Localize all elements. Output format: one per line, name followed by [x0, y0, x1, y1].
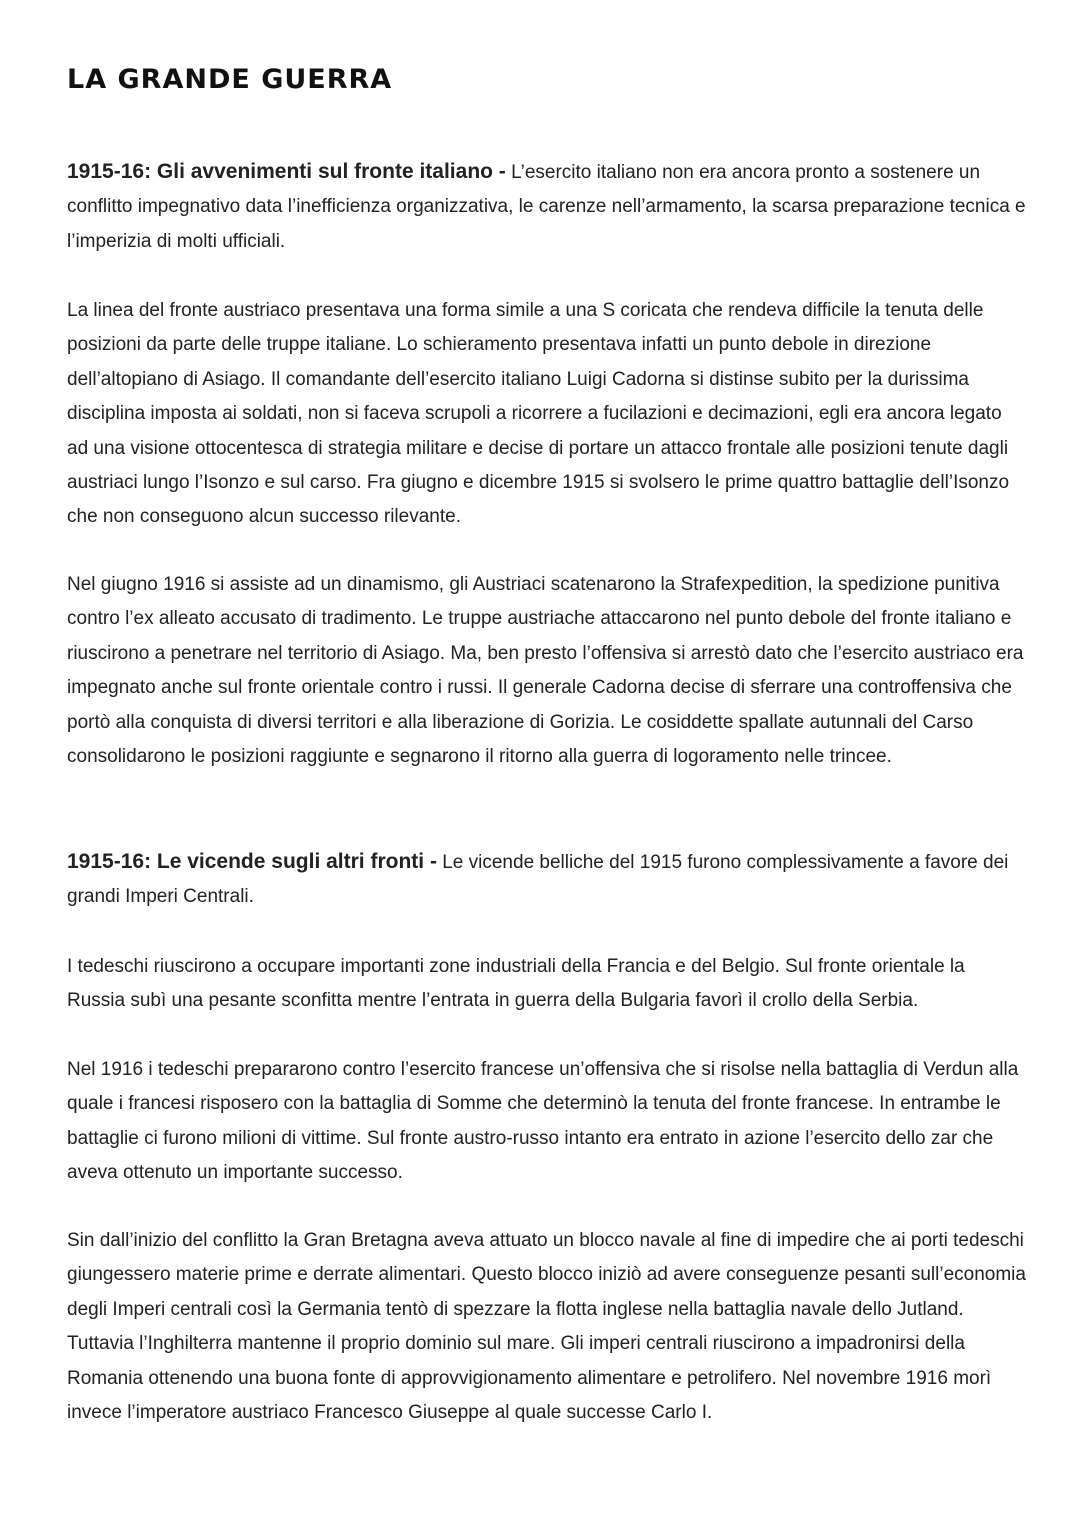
section-1-intro-paragraph: [67, 155, 1027, 259]
section-2-heading: 1915-16: Le vicende sugli altri fronti -: [67, 850, 437, 873]
section-1-paragraph-3: Nel giugno 1916 si assiste ad un dinamismo, gli Austriaci scatenarono la Strafexpedition, la spedizione punitiva contro l’ex alleato accusato di tradimento. Le truppe austriache attaccarono nel punto debole del fronte italiano e riuscirono a penetrare nel territorio di Asiago. Ma, ben presto l’offensiva si arrestò dato che l’esercito austriaco era impegnato anche sul fronte orientale contro i russi. Il generale Cadorna decise di sferrare una controffensiva che portò alla conquista di diversi territori e alla liberazione di Gorizia. Le cosiddette spallate autunnali del Carso consolidarono le posizioni raggiunte e segnarono il ritorno alla guerra di logoramento nelle trincee.: [67, 574, 1024, 768]
section-2-paragraph-4: Sin dall’inizio del conflitto la Gran Bretagna aveva attuato un blocco navale al fine di impedire che ai porti tedeschi giungessero materie prime e derrate alimentari. Questo blocco iniziò ad avere conseguenze pesanti sull’economia degli Imperi centrali così la Germania tentò di spezzare la flotta inglese nella battaglia navale dello Jutland. Tuttavia l’Inghilterra mantenne il proprio dominio sul mare. Gli imperi centrali riuscirono a impadronirsi della Romania ottenendo una buona fonte di approvvigionamento alimentare e petrolifero. Nel novembre 1916 morì invece l’imperatore austriaco Francesco Giuseppe al quale successe Carlo I.: [67, 1230, 1026, 1424]
section-2-paragraph-3: Nel 1916 i tedeschi prepararono contro l’esercito francese un’offensiva che si risolse nella battaglia di Verdun alla quale i francesi risposero con la battaglia di Somme che determinò la tenuta del fronte francese. In entrambe le battaglie ci furono milioni di vittime. Sul fronte austro-russo intanto era entrato in azione l’esercito dello zar che aveva ottenuto un importante successo.: [67, 1059, 1019, 1184]
section-2-paragraph-1-text: Le vicende belliche del 1915 furono complessivamente a favore dei grandi Imperi Centrali.: [67, 852, 1009, 908]
page-title: LA GRANDE GUERRA: [67, 64, 393, 95]
section-1-paragraph-2: La linea del fronte austriaco presentava una forma simile a una S coricata che rendeva difficile la tenuta delle posizioni da parte delle truppe italiane. Lo schieramento presentava infatti un punto debole in direzione dell’altopiano di Asiago. Il comandante dell’esercito italiano Luigi Cadorna si distinse subito per la durissima disciplina imposta ai soldati, non si faceva scrupoli a ricorrere a fucilazioni e decimazioni, egli era ancora legato ad una visione ottocentesca di strategia militare e decise di portare un attacco frontale alle posizioni tenute dagli austriaci lungo l’Isonzo e sul carso. Fra giugno e dicembre 1915 si svolsero le prime quattro battaglie dell’Isonzo che non conseguono alcun successo rilevante.: [67, 300, 1010, 528]
section-2-paragraph-2: I tedeschi riuscirono a occupare importanti zone industriali della Francia e del Belgio. Sul fronte orientale la Russia subì una pesante sconfitta mentre l’entrata in guerra della Bulgaria favorì il crollo della Serbia.: [67, 956, 965, 1012]
section-1-heading: 1915-16: Gli avvenimenti sul fronte italiano -: [67, 160, 506, 183]
section-1-paragraph-1-text: L’esercito italiano non era ancora pronto a sostenere un conflitto impegnativo data l’inefficienza organizzativa, le carenze nell’armamento, la scarsa preparazione tecnica e l’imperizia di molti ufficiali.: [67, 162, 1026, 252]
section-2-intro-paragraph: [67, 845, 1027, 915]
